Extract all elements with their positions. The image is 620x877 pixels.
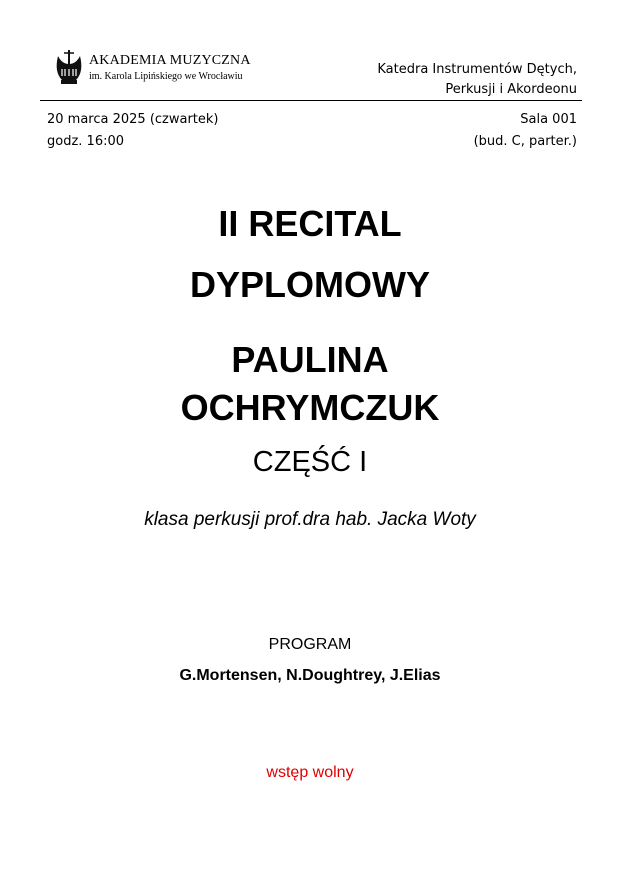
department-line1: Katedra Instrumentów Dętych, [377,62,577,77]
composers: G.Mortensen, N.Doughtrey, J.Elias [179,667,441,684]
performer-first-name: PAULINA [231,339,389,380]
building: (bud. C, parter.) [473,134,577,149]
location [474,109,577,153]
class-info: klasa perkusji prof.dra hab. Jacka Woty [144,509,476,530]
time: godz. 16:00 [47,134,125,149]
admission-note: wstęp wolny [266,764,354,781]
title-line2: DYPLOMOWY [190,264,430,305]
date-time [47,109,219,153]
part-label: CZĘŚĆ I [252,446,368,478]
lyre-logo-icon [54,50,84,86]
room: Sala 001 [520,112,577,127]
academy-subtitle: im. Karola Lipińskiego we Wrocławiu [89,71,243,82]
academy-name: AKADEMIA MUZYCZNA [89,53,251,68]
title-line1: II RECITAL [218,203,402,244]
performer-last-name: OCHRYMCZUK [180,387,440,428]
header-divider [40,100,582,101]
department [377,60,577,100]
department-line2: Perkusji i Akordeonu [445,82,577,97]
date: 20 marca 2025 (czwartek) [47,112,219,127]
program-label: PROGRAM [268,636,352,653]
